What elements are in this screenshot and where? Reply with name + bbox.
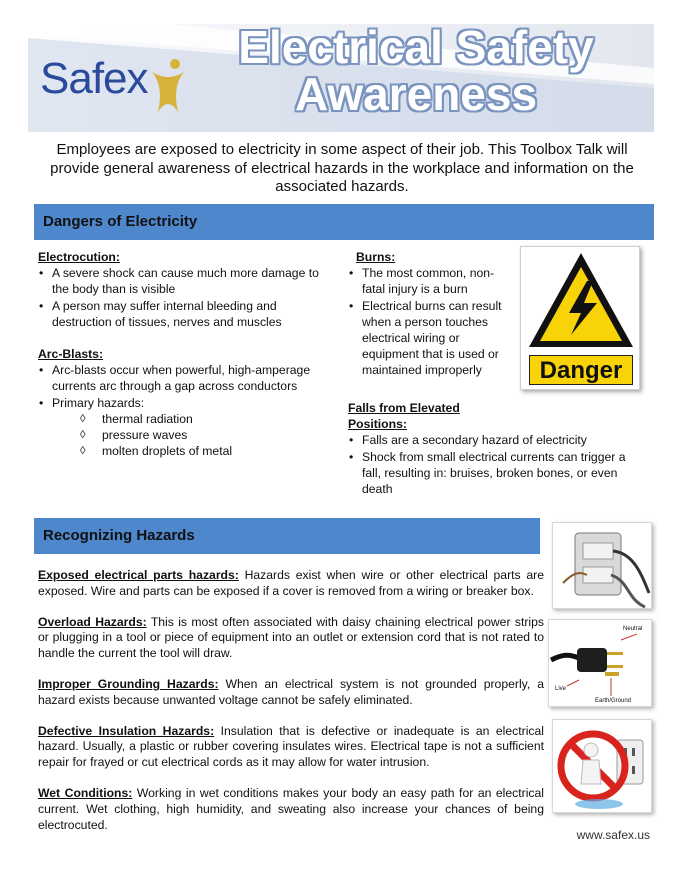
hazard-text: Hazards exist when wire or other electrical parts are exposed. Wire and parts can be exposed if a cover is removed from a wiring or breaker box. — [38, 568, 544, 598]
hazard-title: Defective Insulation Hazards: — [38, 723, 215, 738]
list-item: ◊ thermal radiation — [80, 411, 338, 427]
hazard-item — [38, 724, 544, 771]
falls-block — [348, 400, 640, 497]
plug-diagram-photo — [548, 619, 652, 707]
hazards-list — [38, 568, 544, 848]
safex-logo — [40, 54, 190, 124]
list-item: • Arc-blasts occur when powerful, high-amperage currents arc through a gap across conductors — [38, 362, 338, 394]
list-item: • Shock from small electrical currents can trigger a fall, resulting in: bruises, broken bones, or even death — [348, 449, 640, 498]
electrocution-list — [38, 265, 338, 330]
live-label: Live — [555, 686, 567, 692]
list-item: ◊ molten droplets of metal — [80, 443, 338, 459]
hazard-title: Wet Conditions: — [38, 785, 133, 800]
falls-heading: Falls from Elevated Positions: — [348, 401, 460, 432]
electrocution-heading: Electrocution: — [38, 250, 120, 264]
page-title — [178, 24, 654, 118]
hazard-text: When an electrical system is not grounded properly, a hazard exists because unwanted voltage cannot be safely eliminated. — [38, 676, 544, 707]
hazard-title: Overload Hazards: — [38, 614, 147, 629]
list-item: • A severe shock can cause much more damage to the body than is visible — [38, 265, 338, 297]
title-line-1: Electrical Safety — [238, 24, 594, 73]
title-line-2: Awareness — [294, 68, 538, 120]
list-item: • Primary hazards: — [38, 395, 338, 411]
list-item: • A person may suffer internal bleeding and destruction of tissues, nerves and muscles — [38, 298, 338, 330]
neutral-label: Neutral — [623, 626, 643, 632]
arc-blasts-list — [38, 362, 338, 411]
hazard-item — [38, 568, 544, 600]
arc-blasts-heading: Arc-Blasts: — [38, 347, 104, 362]
falls-list — [348, 432, 640, 497]
high-voltage-warning-icon — [521, 247, 641, 355]
list-item: • Electrical burns can result when a person touches electrical wiring or equipment that is used or maintained improperly — [348, 298, 516, 379]
section-heading-dangers: Dangers of Electricity — [34, 204, 654, 240]
exposed-outlet-icon — [553, 523, 653, 610]
dangers-left-column — [38, 249, 338, 459]
hazard-item — [38, 677, 544, 709]
list-item: • The most common, non-fatal injury is a burn — [348, 265, 516, 297]
section-heading-recognizing-hazards: Recognizing Hazards — [34, 518, 540, 554]
primary-hazards-list — [80, 411, 338, 460]
exposed-outlet-photo — [552, 522, 652, 609]
danger-sign-image — [520, 246, 640, 390]
hazard-item — [38, 615, 544, 662]
hazard-title: Improper Grounding Hazards: — [38, 676, 219, 691]
intro-paragraph: Employees are exposed to electricity in some aspect of their job. This Toolbox Talk will provide general awareness of electrical hazards in the workplace and information on the associated hazards. — [50, 141, 634, 195]
logo-wordmark: Safex — [40, 54, 148, 103]
earth-ground-label: Earth/Ground — [595, 698, 632, 704]
prohibited-outlet-photo — [552, 719, 652, 813]
hazard-text: This is most often associated with daisy chaining electrical power strips or plugging in a tool or piece of equipment into an outlet or extension cord that is not rated to handle the current the tool will draw. — [38, 614, 544, 661]
header-banner — [28, 24, 654, 132]
no-touch-outlet-icon — [553, 720, 653, 814]
hazard-title: Exposed electrical parts hazards: — [38, 568, 239, 582]
hazard-item — [38, 786, 544, 833]
list-item: ◊ pressure waves — [80, 427, 338, 443]
plug-icon — [549, 620, 653, 708]
burns-block — [348, 249, 516, 379]
danger-label: Danger — [529, 355, 633, 385]
footer-website: www.safex.us — [576, 828, 650, 842]
hazard-text: Working in wet conditions makes your body an easy path for an electrical current. Wet clothing, high humidity, and sweating also increase your chances of being electrocuted. — [38, 785, 544, 832]
hazard-text: Insulation that is defective or inadequate is an electrical hazard. Usually, a plastic or rubber covering insulates wires. Electrical tape is not a sufficient repair for frayed or cut electrical cords as it may allow for water intrusion. — [38, 723, 544, 770]
burns-heading: Burns: — [356, 250, 396, 264]
list-item: • Falls are a secondary hazard of electricity — [348, 432, 640, 448]
burns-list — [348, 265, 516, 378]
